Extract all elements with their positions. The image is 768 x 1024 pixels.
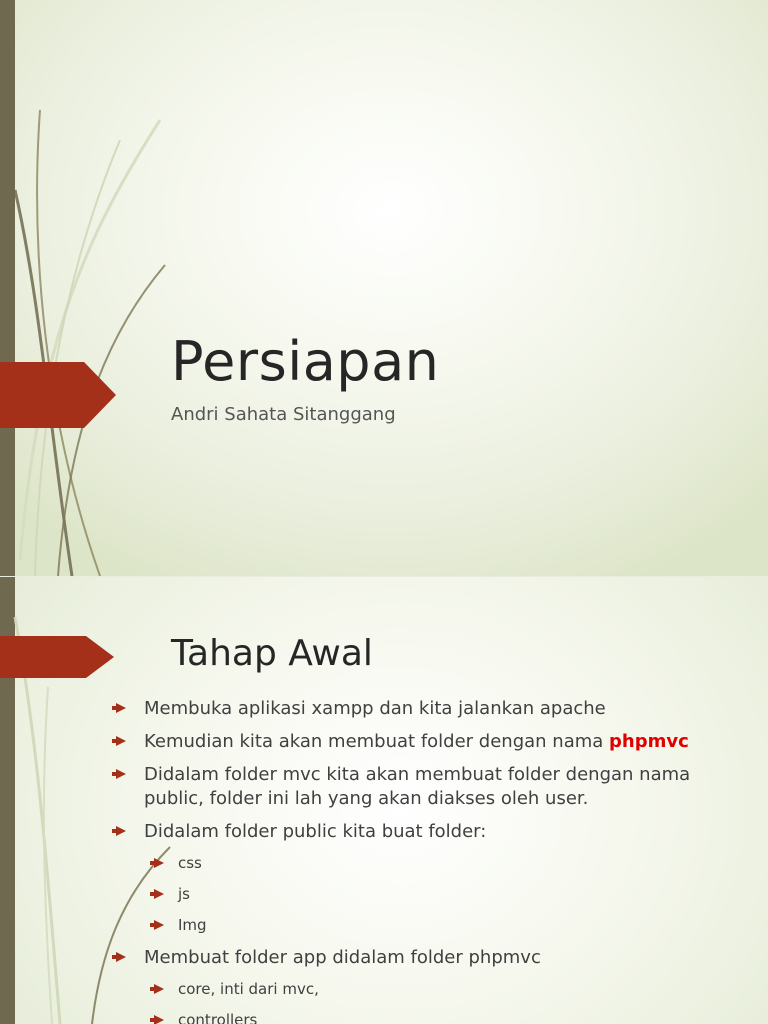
- arrow-bullet-icon: [116, 769, 126, 779]
- bullet-list: [116, 697, 736, 1024]
- sub-list-item: core, inti dari mvc,: [116, 979, 736, 999]
- list-item: Membuka aplikasi xampp dan kita jalankan apache: [116, 697, 736, 721]
- arrow-bullet-icon: [116, 736, 126, 746]
- arrow-bullet-icon: [116, 952, 126, 962]
- decorative-stems: [0, 0, 200, 576]
- arrow-bullet-icon: [116, 703, 126, 713]
- slide-subtitle: Andri Sahata Sitanggang: [171, 404, 396, 425]
- list-item: Membuat folder app didalam folder phpmvc: [116, 946, 736, 970]
- content-slide: [0, 577, 768, 1024]
- slide-title: Tahap Awal: [171, 633, 373, 674]
- arrow-bullet-icon: [154, 920, 164, 930]
- slide-title: Persiapan: [171, 330, 440, 393]
- sub-list-item: js: [116, 884, 736, 904]
- arrow-bullet-icon: [154, 889, 164, 899]
- sub-list-item: controllers: [116, 1010, 736, 1024]
- sub-list-item: css: [116, 853, 736, 873]
- arrow-bullet-icon: [154, 858, 164, 868]
- highlighted-folder-name: phpmvc: [609, 731, 689, 752]
- list-item: Didalam folder mvc kita akan membuat folder dengan nama public, folder ini lah yang akan diakses oleh user.: [116, 763, 736, 811]
- arrow-bullet-icon: [116, 826, 126, 836]
- list-item: Kemudian kita akan membuat folder dengan nama phpmvc: [116, 730, 736, 754]
- sub-list-item: Img: [116, 915, 736, 935]
- list-item: Didalam folder public kita buat folder:: [116, 820, 736, 844]
- arrow-bullet-icon: [154, 984, 164, 994]
- arrow-bullet-icon: [154, 1015, 164, 1024]
